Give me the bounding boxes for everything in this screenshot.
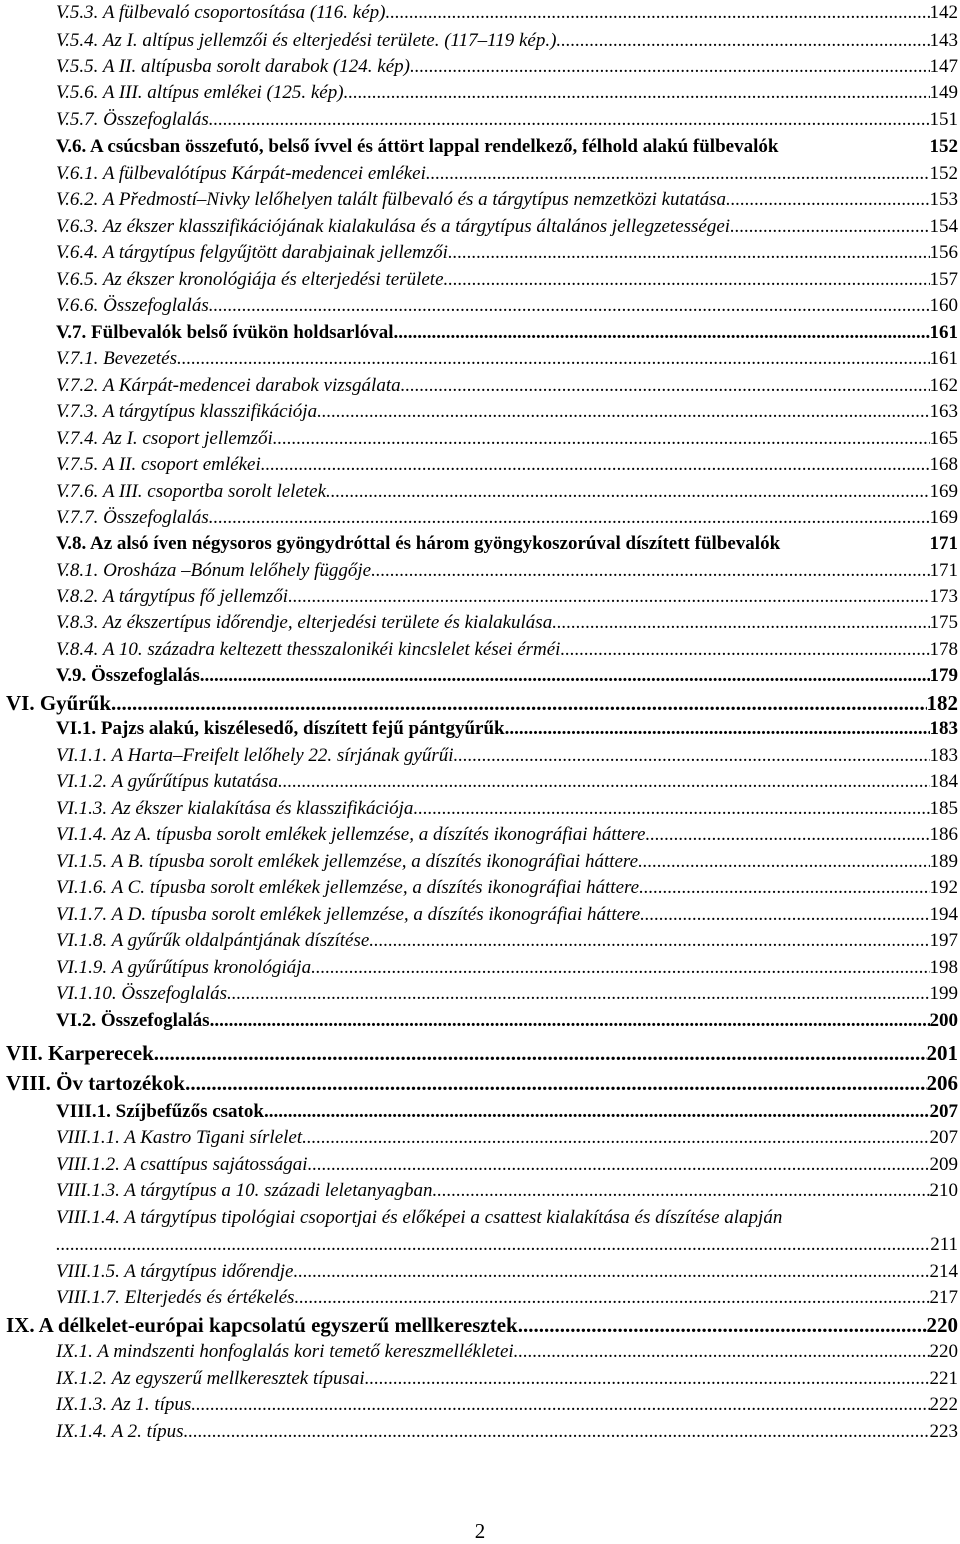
toc-entry-title: V.7.2. A Kárpát-medencei darabok vizsgálata [56, 375, 401, 396]
toc-entry-title: V.5.5. A II. altípusba sorolt darabok (124. kép) [56, 56, 410, 77]
toc-entry[interactable] [56, 1287, 958, 1309]
toc-entry-title: V.8.3. Az ékszertípus időrendje, elterjedési területe és kialakulása [56, 612, 553, 633]
toc-entry-title: VIII.1.4. A tárgytípus tipológiai csoportjai és előképei a csattest kialakítása és díszítése alapján [56, 1207, 783, 1228]
toc-entry[interactable] [56, 1127, 958, 1149]
dot-leader [317, 401, 929, 423]
dot-leader [209, 109, 930, 131]
dot-leader [308, 1154, 930, 1176]
toc-entry-page: 223 [929, 1421, 958, 1442]
toc-entry-title: VIII. Öv tartozékok [6, 1071, 186, 1095]
toc-entry-title: VI.1.6. A C. típusba sorolt emlékek jellemzése, a díszítés ikonográfiai háttere [56, 877, 640, 898]
toc-entry[interactable] [56, 612, 958, 634]
dot-leader [264, 1101, 930, 1123]
toc-entry-title: V.7.4. Az I. csoport jellemzői [56, 428, 273, 449]
toc-entry-page: 209 [929, 1154, 958, 1175]
toc-entry[interactable] [56, 586, 958, 608]
toc-entry-page: 161 [929, 322, 958, 343]
toc-entry-title: IX. A délkelet-európai kapcsolatú egyszerű mellkeresztek [6, 1313, 518, 1337]
toc-entry[interactable] [56, 1261, 958, 1283]
toc-entry-title: V.5.7. Összefoglalás [56, 109, 209, 130]
dot-leader [386, 2, 930, 24]
dot-leader [184, 1421, 930, 1443]
toc-entry-title: VI.1.4. Az A. típusba sorolt emlékek jellemzése, a díszítés ikonográfiai háttere [56, 824, 646, 845]
dot-leader [278, 771, 929, 793]
dot-leader [454, 745, 930, 767]
toc-entry[interactable] [56, 983, 958, 1005]
toc-entry-title: V.6.1. A fülbevalótípus Kárpát-medencei emlékei [56, 163, 426, 184]
toc-entry-title: V.6.3. Az ékszer klasszifikációjának kialakulása és a tárgytípus általános jellegzetességei [56, 216, 731, 237]
toc-entry-page: 165 [929, 428, 958, 449]
toc-entry-title: V.7. Fülbevalók belső ívükön holdsarlóval [56, 322, 394, 343]
toc-entry-page: 162 [929, 375, 958, 396]
dot-leader [401, 375, 930, 397]
toc-entry-title: V.6.4. A tárgytípus felgyűjtött darabjainak jellemzői [56, 242, 448, 263]
toc-entry[interactable] [56, 507, 958, 529]
toc-entry-title: VI.1. Pajzs alakú, kiszélesedő, díszített fejű pántgyűrűk [56, 718, 505, 739]
dot-leader [227, 983, 930, 1005]
dot-leader [730, 216, 929, 238]
toc-entry-title: IX.1.2. Az egyszerű mellkeresztek típusai [56, 1368, 365, 1389]
toc-entry[interactable] [56, 639, 958, 661]
toc-entry-title: V.8.2. A tárgytípus fő jellemzői [56, 586, 289, 607]
toc-entry[interactable] [56, 30, 958, 52]
toc-entry-title: V.8.1. Orosháza –Bónum lelőhely függője [56, 560, 372, 581]
toc-entry[interactable] [56, 82, 958, 104]
toc-entry-page: 163 [929, 401, 958, 422]
toc-entry-title: V.6. A csúcsban összefutó, belső ívvel és áttört lappal rendelkező, félhold alakú fülbevalók [56, 136, 779, 157]
toc-entry[interactable] [56, 375, 958, 397]
toc-entry-title: VI.1.7. A D. típusba sorolt emlékek jellemzése, a díszítés ikonográfiai háttere [56, 904, 641, 925]
toc-entry-page: 152 [929, 136, 958, 157]
dot-leader [639, 877, 929, 899]
toc-entry[interactable] [56, 109, 958, 131]
dot-leader [731, 189, 930, 211]
toc-entry-page: 157 [929, 269, 958, 290]
dot-leader [365, 1368, 930, 1390]
toc-entry[interactable] [56, 1421, 958, 1443]
toc-entry-page: 171 [929, 533, 958, 554]
dot-leader [394, 322, 930, 344]
toc-entry-page: 173 [929, 586, 958, 607]
toc-entry[interactable] [56, 216, 958, 238]
toc-entry-page: 151 [929, 109, 958, 130]
toc-entry[interactable] [56, 295, 958, 317]
dot-leader [344, 82, 930, 104]
toc-entry[interactable] [56, 1394, 958, 1416]
dot-leader [185, 1072, 926, 1094]
toc-entry[interactable] [6, 692, 958, 714]
toc-entry-page: 222 [929, 1394, 958, 1415]
dot-leader [293, 1261, 929, 1283]
toc-entry[interactable] [56, 904, 958, 926]
toc-entry-page: 152 [929, 163, 958, 184]
dot-leader [640, 904, 929, 926]
dot-leader [294, 1287, 929, 1309]
page-number: 2 [474, 1519, 486, 1543]
dot-leader [302, 1127, 929, 1149]
dot-leader [273, 428, 930, 450]
toc-entry[interactable] [6, 1072, 958, 1094]
dot-leader [311, 957, 929, 979]
toc-entry-title: VII. Karperecek [6, 1041, 154, 1065]
toc-entry[interactable] [56, 745, 958, 767]
toc-entry[interactable] [56, 1207, 958, 1229]
toc-entry[interactable] [56, 56, 958, 78]
toc-entry[interactable] [56, 851, 958, 873]
toc-entry-title: IX.1.3. Az 1. típus [56, 1394, 192, 1415]
toc-entry[interactable] [56, 824, 958, 846]
toc-entry[interactable] [56, 665, 958, 687]
toc-entry-page: 199 [929, 983, 958, 1004]
dot-leader [209, 295, 930, 317]
toc-entry-title: IX.1. A mindszenti honfoglalás kori temető kereszmellékletei. [56, 1341, 519, 1362]
toc-entry-page: 183 [929, 745, 958, 766]
toc-entry[interactable] [56, 560, 958, 582]
toc-entry-page: 143 [929, 30, 958, 51]
dot-leader [518, 1341, 929, 1363]
dot-leader [556, 30, 929, 52]
dot-leader [413, 798, 929, 820]
dot-leader [209, 507, 930, 529]
toc-entry-page: 147 [929, 56, 958, 77]
toc-entry[interactable] [56, 930, 958, 952]
toc-entry-title: VI.1.5. A B. típusba sorolt emlékek jellemzése, a díszítés ikonográfiai háttere [56, 851, 639, 872]
toc-entry[interactable] [56, 401, 958, 423]
toc-entry-title: VI.1.2. A gyűrűtípus kutatása [56, 771, 279, 792]
dot-leader [56, 1234, 930, 1256]
toc-entry[interactable] [6, 1314, 958, 1336]
toc-entry-title: V.6.2. A Předmostí–Nivky lelőhelyen talált fülbevaló és a tárgytípus nemzetközi kutatása. [56, 189, 731, 210]
toc-entry-page: 185 [929, 798, 958, 819]
toc-entry-page: 183 [929, 718, 958, 739]
toc-entry-title: V.5.3. A fülbevaló csoportosítása (116. kép) [56, 2, 386, 23]
toc-entry[interactable] [56, 877, 958, 899]
toc-entry-title: VI.1.10. Összefoglalás [56, 983, 227, 1004]
dot-leader [261, 454, 930, 476]
dot-leader [154, 1042, 927, 1064]
toc-entry[interactable] [56, 348, 958, 370]
toc-entry[interactable] [56, 269, 958, 291]
toc-entry[interactable] [56, 189, 958, 211]
dot-leader [191, 1394, 929, 1416]
toc-entry[interactable] [56, 1154, 958, 1176]
toc-entry-title: V.7.6. A III. csoportba sorolt leletek [56, 481, 327, 502]
toc-entry[interactable] [56, 1101, 958, 1123]
toc-entry-page: 153 [929, 189, 958, 210]
toc-entry-page: 149 [929, 82, 958, 103]
toc-entry-title: VIII.1. Szíjbefűzős csatok [56, 1101, 264, 1122]
toc-entry[interactable] [56, 957, 958, 979]
toc-entry-title: V.7.1. Bevezetés [56, 348, 177, 369]
toc-entry[interactable] [56, 1010, 958, 1032]
toc-entry-page: 154 [929, 216, 958, 237]
toc-entry-page: 142 [929, 2, 958, 23]
toc-entry-page: 207 [929, 1127, 958, 1148]
dot-leader [326, 481, 929, 503]
dot-leader [369, 930, 929, 952]
toc-entry-page: 175 [929, 612, 958, 633]
toc-entry[interactable] [56, 242, 958, 264]
dot-leader [565, 639, 929, 661]
toc-entry-page: 201 [926, 1041, 958, 1065]
toc-entry[interactable] [56, 771, 958, 793]
toc-entry-page: 207 [929, 1101, 958, 1122]
toc-entry-title: VI.1.8. A gyűrűk oldalpántjának díszítése [56, 930, 370, 951]
toc-entry-page: 182 [926, 691, 958, 715]
toc-entry[interactable] [56, 1368, 958, 1390]
toc-entry-title: V.9. Összefoglalás [56, 665, 200, 686]
toc-entry[interactable] [56, 454, 958, 476]
toc-entry[interactable] [56, 428, 958, 450]
toc-entry-page: 189 [929, 851, 958, 872]
toc-entry-page: 210 [929, 1180, 958, 1201]
toc-entry[interactable] [56, 718, 958, 740]
toc-entry-page: 169 [929, 481, 958, 502]
toc-entry[interactable] [56, 1341, 958, 1363]
toc-entry-page: 206 [926, 1071, 958, 1095]
toc-entry-page: 221 [929, 1368, 958, 1389]
toc-entry-title: V.5.4. Az I. altípus jellemzői és elterjedési területe. (117–119 kép.) [56, 30, 557, 51]
dot-leader [410, 56, 930, 78]
dot-leader [177, 348, 930, 370]
toc-entry-page: 160 [929, 295, 958, 316]
toc-entry[interactable] [56, 2, 958, 24]
toc-entry-page: 211 [930, 1234, 958, 1255]
toc-entry[interactable] [56, 136, 958, 158]
toc-entry-page: 178 [929, 639, 958, 660]
toc-entry-title: IX.1.4. A 2. típus [56, 1421, 184, 1442]
toc-entry-page: 184 [929, 771, 958, 792]
toc-entry-page: 220 [926, 1313, 958, 1337]
toc-entry-page: 186 [929, 824, 958, 845]
dot-leader [426, 163, 930, 185]
toc-entry[interactable] [56, 533, 958, 555]
toc-entry-page: 220 [929, 1341, 958, 1362]
dot-leader [200, 665, 930, 687]
toc-entry[interactable] [56, 1180, 958, 1202]
toc-entry-title: VIII.1.1. A Kastro Tigani sírlelet [56, 1127, 303, 1148]
dot-leader [448, 242, 930, 264]
toc-entry-page: 198 [929, 957, 958, 978]
toc-entry[interactable] [56, 798, 958, 820]
toc-entry-title: V.5.6. A III. altípus emlékei (125. kép) [56, 82, 344, 103]
toc-entry-page: 171 [929, 560, 958, 581]
toc-entry-title: VIII.1.7. Elterjedés és értékelés [56, 1287, 295, 1308]
toc-entry-title: VIII.1.5. A tárgytípus időrendje [56, 1261, 294, 1282]
dot-leader [444, 269, 930, 291]
dot-leader [645, 824, 929, 846]
toc-entry-title: VIII.1.2. A csattípus sajátosságai [56, 1154, 308, 1175]
toc-entry-title: VIII.1.3. A tárgytípus a 10. századi leletanyagban [56, 1180, 433, 1201]
dot-leader [371, 560, 929, 582]
toc-entry-page: 200 [929, 1010, 958, 1031]
toc-entry-title: V.8. Az alsó íven négysoros gyöngydróttal és három gyöngykoszorúval díszített fülbevalók [56, 533, 781, 554]
toc-entry-page: 194 [929, 904, 958, 925]
toc-entry-page: 214 [929, 1261, 958, 1282]
dot-leader [638, 851, 929, 873]
toc-entry-title: V.6.6. Összefoglalás [56, 295, 209, 316]
toc-entry-title: VI.1.9. A gyűrűtípus kronológiája [56, 957, 312, 978]
toc-entry-title: V.7.7. Összefoglalás [56, 507, 209, 528]
dot-leader [111, 692, 926, 714]
dot-leader [552, 612, 929, 634]
toc-entry-title: V.8.4. A 10. századra keltezett thesszalonikéi kincslelet kései érméi. [56, 639, 566, 660]
toc-entry-page: 197 [929, 930, 958, 951]
toc-entry-page: 161 [929, 348, 958, 369]
dot-leader [518, 1314, 927, 1336]
toc-entry-page: 156 [929, 242, 958, 263]
toc-entry-page: 217 [929, 1287, 958, 1308]
toc-entry-page: 192 [929, 877, 958, 898]
dot-leader [288, 586, 929, 608]
toc-entry[interactable] [56, 481, 958, 503]
toc-entry-title: V.7.3. A tárgytípus klasszifikációja [56, 401, 318, 422]
toc-entry-title: VI. Gyűrűk [6, 691, 112, 715]
toc-entry[interactable] [6, 1042, 958, 1064]
toc-entry-title: VI.1.3. Az ékszer kialakítása és klasszifikációja [56, 798, 414, 819]
toc-entry-title: VI.2. Összefoglalás [56, 1010, 210, 1031]
toc-entry-page: 168 [929, 454, 958, 475]
toc-entry-page: 169 [929, 507, 958, 528]
toc-entry-title: V.6.5. Az ékszer kronológiája és elterjedési területe [56, 269, 444, 290]
toc-entry-title: VI.1.1. A Harta–Freifelt lelőhely 22. sírjának gyűrűi [56, 745, 454, 766]
dot-leader [210, 1010, 930, 1032]
toc-entry[interactable] [56, 163, 958, 185]
toc-entry[interactable] [56, 322, 958, 344]
toc-entry[interactable] [56, 1234, 958, 1256]
toc-entry-title: V.7.5. A II. csoport emlékei [56, 454, 261, 475]
dot-leader [505, 718, 930, 740]
dot-leader [432, 1180, 929, 1202]
toc-entry-page: 179 [929, 665, 958, 686]
